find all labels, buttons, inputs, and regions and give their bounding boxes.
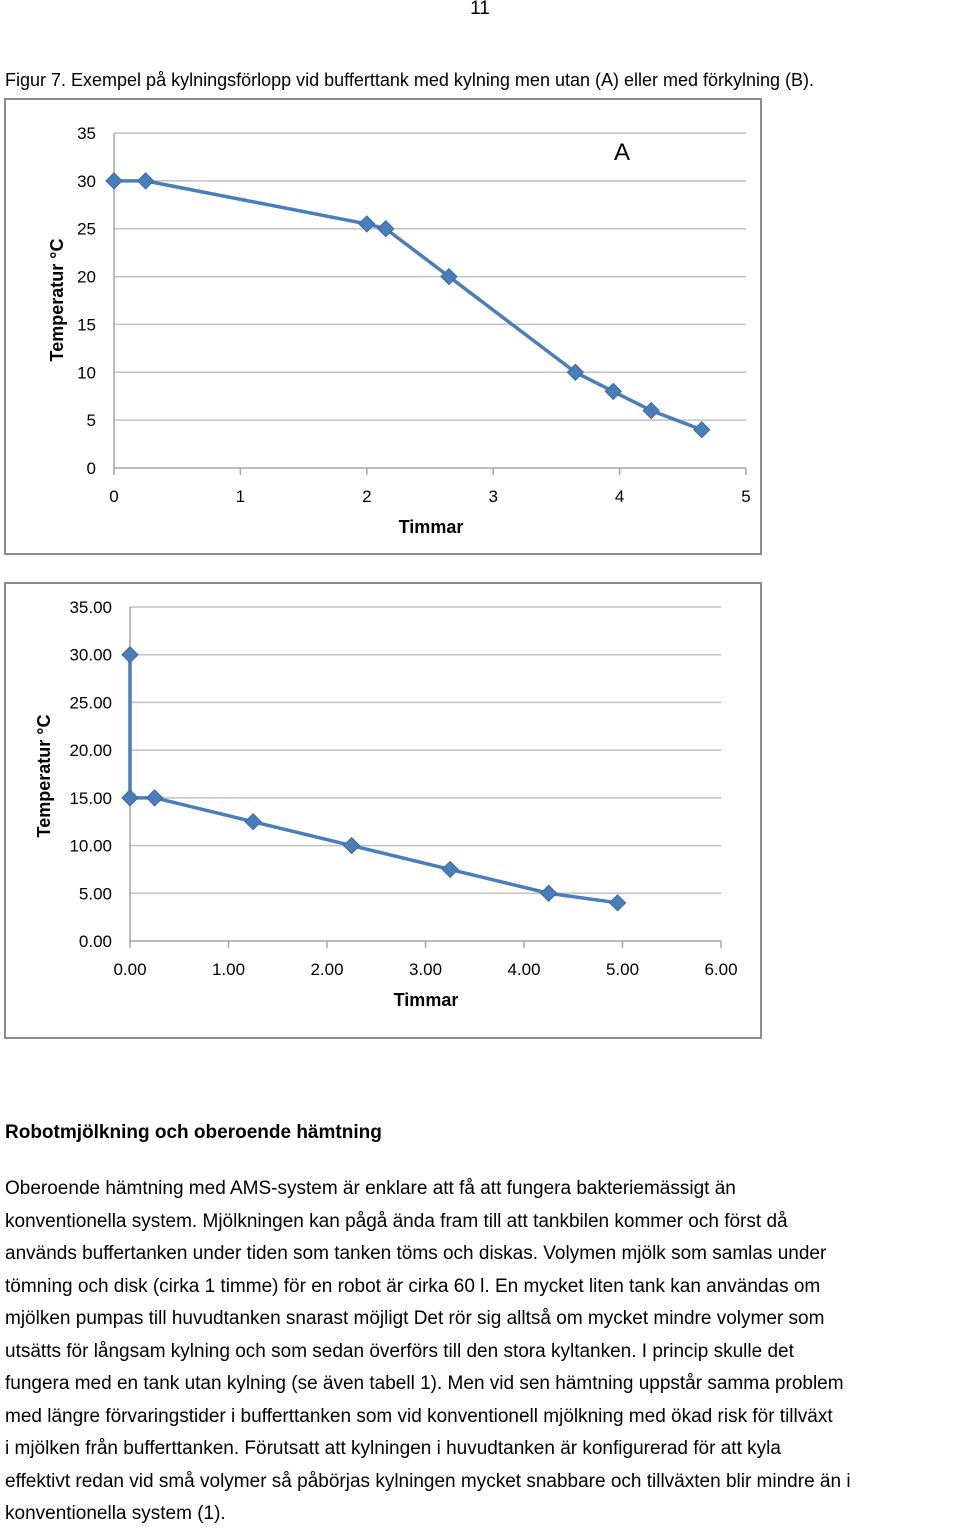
chart-b-data-point <box>442 861 458 877</box>
chart-a-x-tick-label: 0 <box>109 487 119 506</box>
chart-a-x-tick-label: 2 <box>362 487 372 506</box>
chart-a-data-point <box>138 173 154 189</box>
chart-a-data-point <box>106 173 122 189</box>
chart-a-data-point <box>643 403 659 419</box>
chart-a-frame <box>4 98 762 555</box>
chart-a-x-tick-label: 5 <box>741 487 751 506</box>
page-number: 11 <box>470 0 490 19</box>
chart-b-y-tick-label: 25.00 <box>69 693 112 713</box>
chart-b-x-tick-label: 5.00 <box>605 960 640 979</box>
chart-a-y-tick-label: 20 <box>77 267 96 287</box>
chart-b-data-point <box>122 790 138 806</box>
figure-caption: Figur 7. Exempel på kylningsförlopp vid bufferttank med kylning men utan (A) eller med förkylning (B). <box>5 70 815 90</box>
body-line: konventionella system. Mjölkningen kan pågå ända fram till att tankbilen kommer och först då <box>5 1210 788 1232</box>
chart-a-x-tick-label: 4 <box>614 487 625 506</box>
chart-b-data-point <box>610 895 626 911</box>
chart-b-x-tick-label: 3.00 <box>408 960 443 979</box>
chart-a-y-tick-label: 30 <box>77 171 96 191</box>
chart-b-y-tick-label: 30.00 <box>69 645 112 665</box>
chart-b-y-tick-label: 10.00 <box>69 836 112 856</box>
chart-b-series-line <box>130 655 618 903</box>
body-paragraph <box>5 1173 957 1531</box>
chart-a-y-tick-label: 5 <box>86 411 96 431</box>
chart-b-x-tick-label: 4.00 <box>507 960 541 979</box>
chart-b-data-point <box>122 647 138 663</box>
chart-b-data-point <box>245 814 261 830</box>
chart-a-x-axis-title: Timmar <box>398 517 464 537</box>
body-line: tömning och disk (cirka 1 timme) för en robot är cirka 60 l. En mycket liten tank kan användas om <box>5 1275 821 1297</box>
chart-b-x-tick-label: 0.00 <box>113 960 147 979</box>
chart-a-data-point <box>694 422 710 438</box>
chart-a-y-axis-title: Temperatur °C <box>47 238 67 362</box>
body-line: i mjölken från bufferttanken. Förutsatt att kylningen i huvudtanken är konfigurerad för att kyla <box>5 1438 781 1459</box>
chart-b-x-tick-label: 6.00 <box>704 960 738 979</box>
body-line: fungera med en tank utan kylning (se även tabell 1). Men vid sen hämtning uppstår samma problem <box>5 1373 844 1394</box>
chart-b-y-axis-title: Temperatur °C <box>34 714 54 838</box>
section-heading: Robotmjölkning och oberoende hämtning <box>5 1122 382 1143</box>
chart-b-y-tick-label: 5.00 <box>78 884 112 904</box>
chart-b-data-point <box>147 790 163 806</box>
body-line: effektivt redan vid små volymer så påbörjas kylningen mycket snabbare och tillväxten blir mindre än i <box>5 1470 851 1492</box>
chart-a-data-point <box>359 216 375 232</box>
chart-a-y-tick-label: 15 <box>77 315 96 335</box>
chart-b-x-tick-label: 2.00 <box>310 960 344 979</box>
body-line: används buffertanken under tiden som tanken töms och diskas. Volymen mjölk som samlas under <box>5 1243 827 1264</box>
chart-a-panel-label: A <box>614 139 631 166</box>
chart-b-y-tick-label: 20.00 <box>69 741 112 761</box>
chart-b-y-tick-label: 15.00 <box>69 788 112 808</box>
chart-b-data-point <box>344 838 360 854</box>
chart-a-data-point <box>605 383 621 399</box>
chart-a-y-tick-label: 25 <box>77 219 96 239</box>
chart-a-y-tick-label: 35 <box>77 124 96 143</box>
chart-b-x-axis-title: Timmar <box>393 990 459 1010</box>
body-line: mjölken pumpas till huvudtanken snarast möjligt Det rör sig alltså om mycket mindre volymer som <box>5 1308 825 1329</box>
body-line: med längre förvaringstider i bufferttanken som vid konventionell mjölkning med ökad risk för tillväxt <box>5 1405 833 1427</box>
body-line: Oberoende hämtning med AMS-system är enklare att få att fungera bakteriemässigt än <box>5 1178 736 1199</box>
chart-b-frame <box>4 582 762 1039</box>
chart-b-data-point <box>541 885 557 901</box>
chart-a-y-tick-label: 0 <box>86 459 96 478</box>
chart-b-x-tick-label: 1.00 <box>211 960 246 979</box>
chart-b-y-tick-label: 35.00 <box>69 598 112 617</box>
chart-a-x-tick-label: 1 <box>235 487 246 506</box>
body-line: utsätts för långsam kylning och som sedan överförs till den stora kyltanken. I princip skulle det <box>5 1340 794 1362</box>
chart-b <box>6 584 760 1037</box>
chart-b-y-tick-label: 0.00 <box>78 932 112 951</box>
chart-a-y-tick-label: 10 <box>77 363 96 383</box>
chart-a-x-tick-label: 3 <box>488 487 498 506</box>
chart-a <box>6 100 760 553</box>
body-line: konventionella system (1). <box>5 1503 226 1524</box>
